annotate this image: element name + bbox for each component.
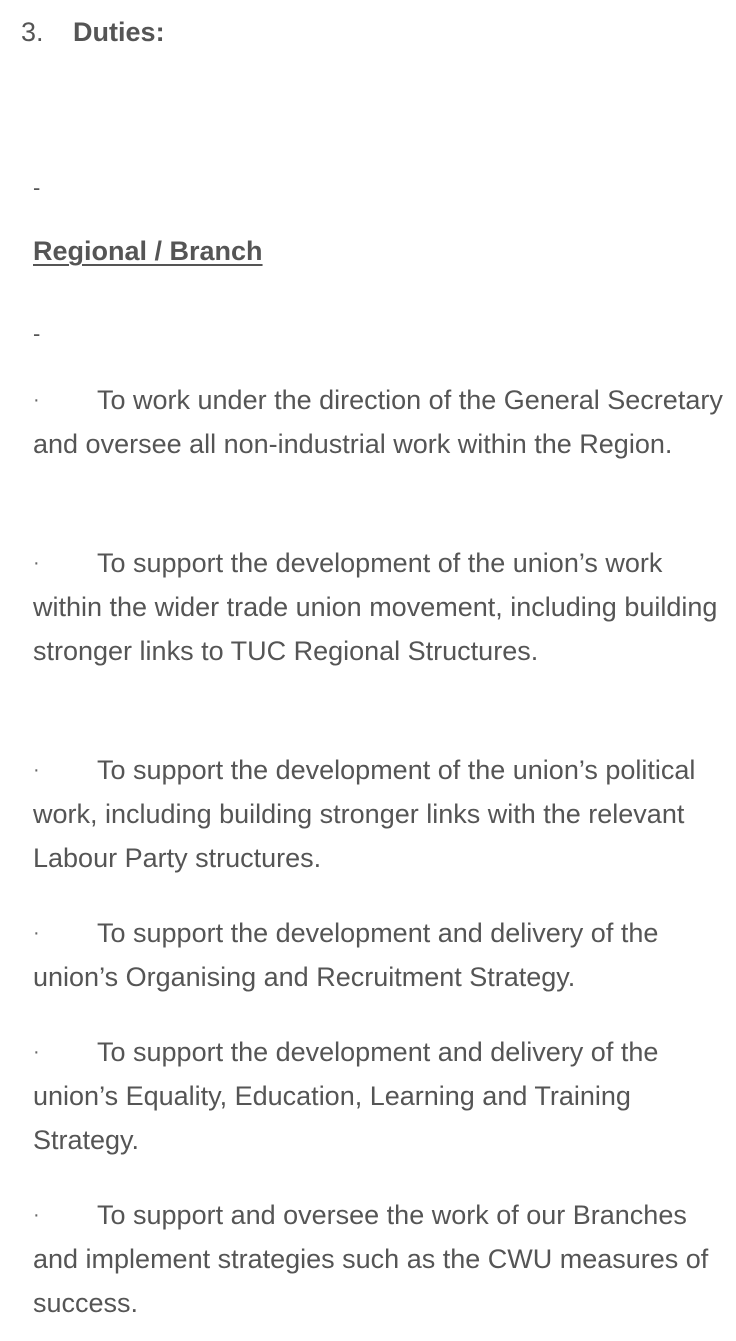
section-heading [21,14,165,50]
duty-item [33,1030,723,1162]
bullet-icon: · [33,389,40,411]
subheading-regional-branch: Regional / Branch [33,236,263,266]
duty-text: To work under the direction of the General Secretary and oversee all non-industrial work within the Region. [33,385,723,459]
duty-text: To support the development and delivery of the union’s Organising and Recruitment Strategy. [33,918,659,992]
bullet-icon: · [33,552,40,574]
duty-text: To support the development of the union’s political work, including building stronger links with the relevant Labour Party structures. [33,755,696,873]
duty-item [33,911,723,999]
duty-item [33,541,723,673]
duty-item [33,1193,723,1325]
bullet-icon: · [33,1041,40,1063]
bullet-icon: · [33,1204,40,1226]
duty-item [33,378,723,466]
section-title: Duties: [73,17,165,47]
duty-text: To support the development and delivery of the union’s Equality, Education, Learning and Training Strategy. [33,1037,659,1155]
separator-dash: - [33,321,41,346]
duty-text: To support the development of the union’s work within the wider trade union movement, including building stronger links to TUC Regional Structures. [33,548,718,666]
duty-text: To support and oversee the work of our Branches and implement strategies such as the CWU measures of success. [33,1200,709,1318]
separator-dash: - [33,175,41,200]
bullet-icon: · [33,759,40,781]
duty-item [33,748,723,880]
section-number: 3. [21,17,44,47]
bullet-icon: · [33,922,40,944]
